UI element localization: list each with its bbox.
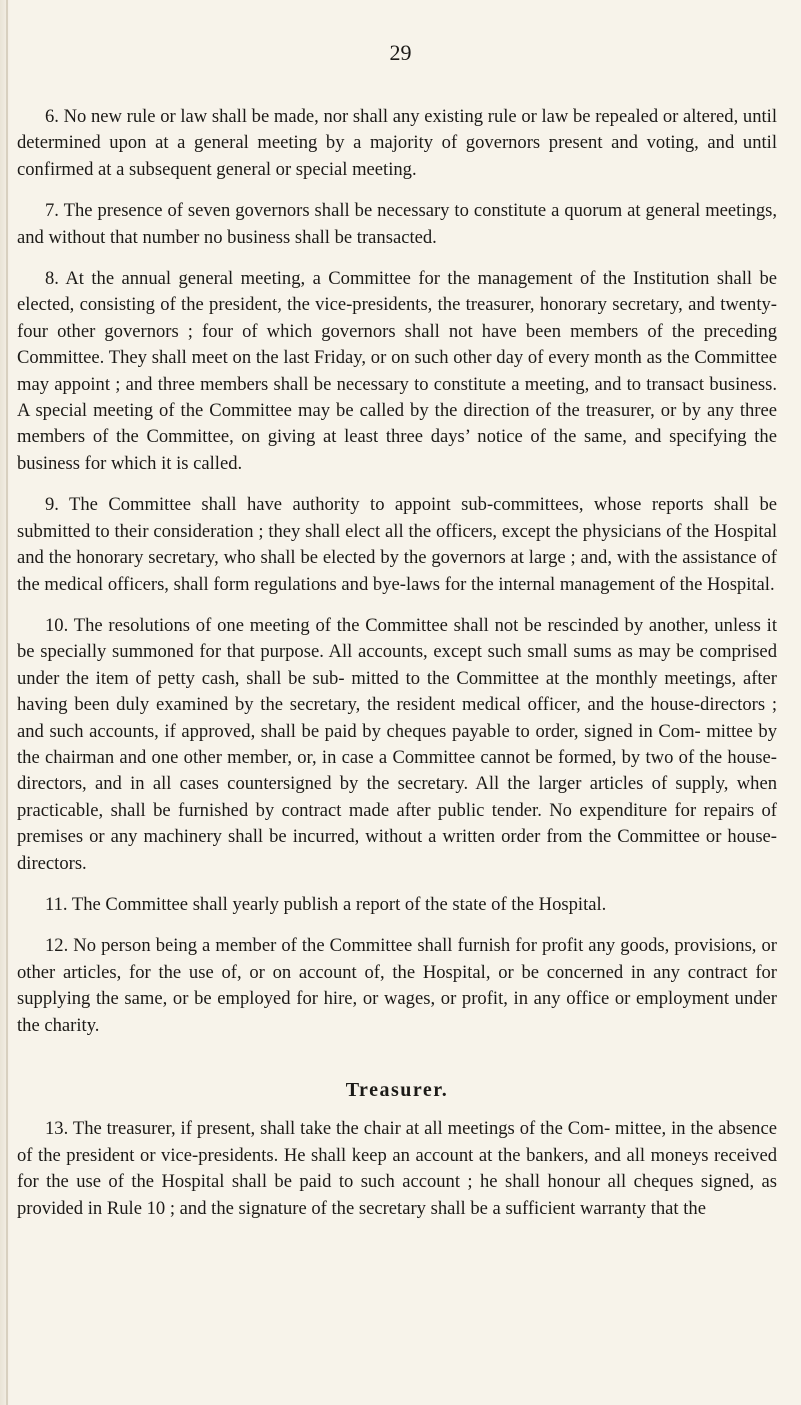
page-edge [0,0,10,1405]
document-body [17,104,777,1237]
rule-11-paragraph: 11. The Committee shall yearly publish a report of the state of the Hospital. [45,893,607,915]
rule-13-paragraph: 13. The treasurer, if present, shall take the chair at all meetings of the Com- mittee, in the absence of the president or vice-presidents. He shall keep an account at the bankers, and all moneys received for the use of the Hospital shall be paid to such account ; he shall honour all cheques signed, as provided in Rule 10 ; and the signature of the secretary shall be a sufficient warranty that the [17,1118,777,1219]
binding-gutter [6,0,8,1405]
section-heading-treasurer: Treasurer. [345,1079,449,1101]
rule-10-paragraph: 10. The resolutions of one meeting of the Committee shall not be rescinded by another, unless it be specially summoned for that purpose. All accounts, except such small sums as may be comprised under the item of petty cash, shall be sub- mitted to the Committee at the monthly meetings, after having been duly examined by the secretary, the resident medical officer, and the house-directors ; and such accounts, if approved, shall be paid by cheques payable to order, signed in Com- mittee by the chairman and one other member, or, in case a Committee cannot be formed, by two of the house-directors, and in all cases countersigned by the secretary. All the larger articles of supply, when practicable, shall be furnished by contract made after public tender. No expenditure for repairs of premises or any machinery shall be incurred, without a written order from the Committee or house-directors. [17,614,777,874]
rule-12-paragraph: 12. No person being a member of the Committee shall furnish for profit any goods, provisions, or other articles, for the use of, or on account of, the Hospital, or be concerned in any contract for supplying the same, or be employed for hire, or wages, or profit, in any office or employment under the charity. [17,935,777,1036]
rule-6-paragraph: 6. No new rule or law shall be made, nor shall any existing rule or law be repealed or altered, until determined upon at a general meeting by a majority of governors present and voting, and until confirmed at a subsequent general or special meeting. [17,106,777,180]
page-number: 29 [389,40,412,65]
rule-9-paragraph: 9. The Committee shall have authority to appoint sub-committees, whose reports shall be submitted to their consideration ; they shall elect all the officers, except the physicians of the Hospital and the honorary secretary, who shall be elected by the governors at large ; and, with the assistance of the medical officers, shall form regulations and bye-laws for the internal management of the Hospital. [17,494,777,595]
rule-7-paragraph: 7. The presence of seven governors shall be necessary to constitute a quorum at general meetings, and without that number no business shall be transacted. [17,200,777,248]
rule-8-paragraph: 8. At the annual general meeting, a Committee for the management of the Institution shall be elected, consisting of the president, the vice-presidents, the treasurer, honorary secretary, and twenty-four other governors ; four of which governors shall not have been members of the preceding Committee. They shall meet on the last Friday, or on such other day of every month as the Committee may appoint ; and three members shall be necessary to constitute a meeting, and to transact business. A special meeting of the Committee may be called by the direction of the treasurer, or by any three members of the Committee, on giving at least three days’ notice of the same, and specifying the business for which it is called. [17,268,777,474]
